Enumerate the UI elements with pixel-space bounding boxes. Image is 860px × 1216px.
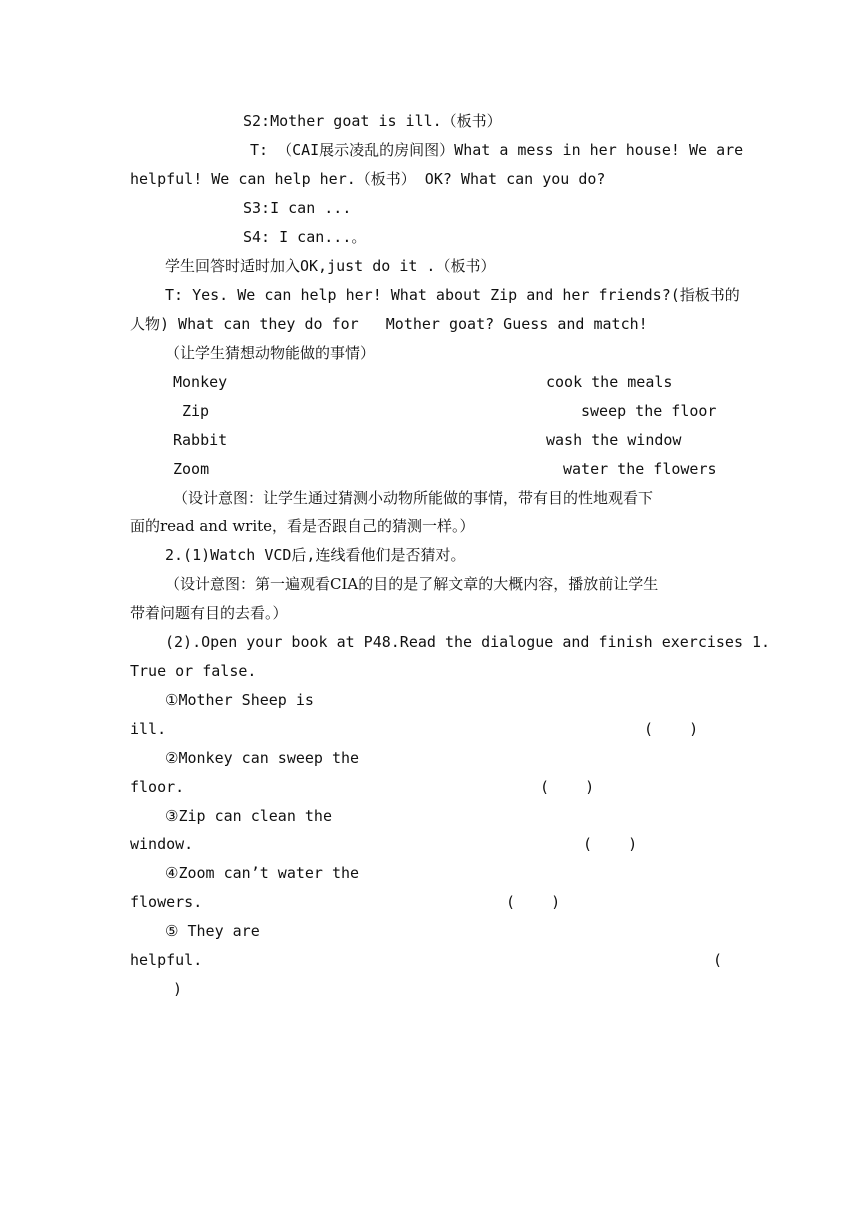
tf-question: ②Monkey can sweep the xyxy=(165,749,360,767)
tf-question: ④Zoom can’t water the xyxy=(165,864,360,882)
match-animal: Zoom xyxy=(173,460,210,478)
tf-question-end: flowers. xyxy=(130,893,203,911)
tf-question-end: window. xyxy=(130,835,194,853)
dialogue-teacher-2-cont: 人物) What can they do for Mother goat? Guess and match! xyxy=(130,315,648,333)
match-animal: Rabbit xyxy=(173,431,228,449)
tf-question-end: ill. xyxy=(130,720,167,738)
design-intent-2-cont: 带着问题有目的去看。） xyxy=(130,604,288,622)
tf-answer-bracket[interactable]: ( ) xyxy=(644,720,699,738)
design-intent-1-cont: 面的read and write，看是否跟自己的猜测一样。） xyxy=(130,517,475,535)
match-action: water the flowers xyxy=(563,460,717,478)
match-animal: Monkey xyxy=(173,373,228,391)
tf-answer-bracket[interactable]: ( ) xyxy=(583,835,638,853)
tf-answer-bracket-close: ) xyxy=(173,980,183,998)
teacher-note: 学生回答时适时加入OK,just do it .（板书） xyxy=(165,257,496,275)
design-intent-1: （设计意图：让学生通过猜测小动物所能做的事情，带有目的性地观看下 xyxy=(173,489,654,507)
dialogue-s3: S3:I can ... xyxy=(243,199,352,217)
tf-answer-bracket[interactable]: ( ) xyxy=(540,778,595,796)
step-open-book-cont: True or false. xyxy=(130,662,257,680)
design-intent-2: （设计意图：第一遍观看CIA的目的是了解文章的大概内容，播放前让学生 xyxy=(165,575,659,593)
tf-answer-bracket-open[interactable]: ( xyxy=(713,951,723,969)
dialogue-teacher-1: T: （CAI展示凌乱的房间图）What a mess in her house! We are xyxy=(250,141,744,159)
tf-question-end: floor. xyxy=(130,778,185,796)
dialogue-s4: S4: I can...。 xyxy=(243,228,367,246)
dialogue-s2: S2:Mother goat is ill.（板书） xyxy=(243,112,502,130)
step-open-book: (2).Open your book at P48.Read the dialogue and finish exercises 1. xyxy=(165,633,771,651)
tf-question: ⑤ They are xyxy=(165,922,260,940)
dialogue-teacher-1-cont: helpful! We can help her.（板书） OK? What can you do? xyxy=(130,170,606,188)
match-action: cook the meals xyxy=(546,373,673,391)
tf-question: ③Zip can clean the xyxy=(165,807,332,825)
tf-question-end: helpful. xyxy=(130,951,203,969)
guess-instruction: （让学生猜想动物能做的事情） xyxy=(165,344,376,362)
tf-question: ①Mother Sheep is xyxy=(165,691,314,709)
match-action: sweep the floor xyxy=(581,402,717,420)
step-watch-vcd: 2.(1)Watch VCD后,连线看他们是否猜对。 xyxy=(165,546,466,564)
tf-answer-bracket[interactable]: ( ) xyxy=(506,893,561,911)
match-animal: Zip xyxy=(182,402,210,420)
dialogue-teacher-2: T: Yes. We can help her! What about Zip and her friends?(指板书的 xyxy=(165,286,740,304)
match-action: wash the window xyxy=(546,431,682,449)
